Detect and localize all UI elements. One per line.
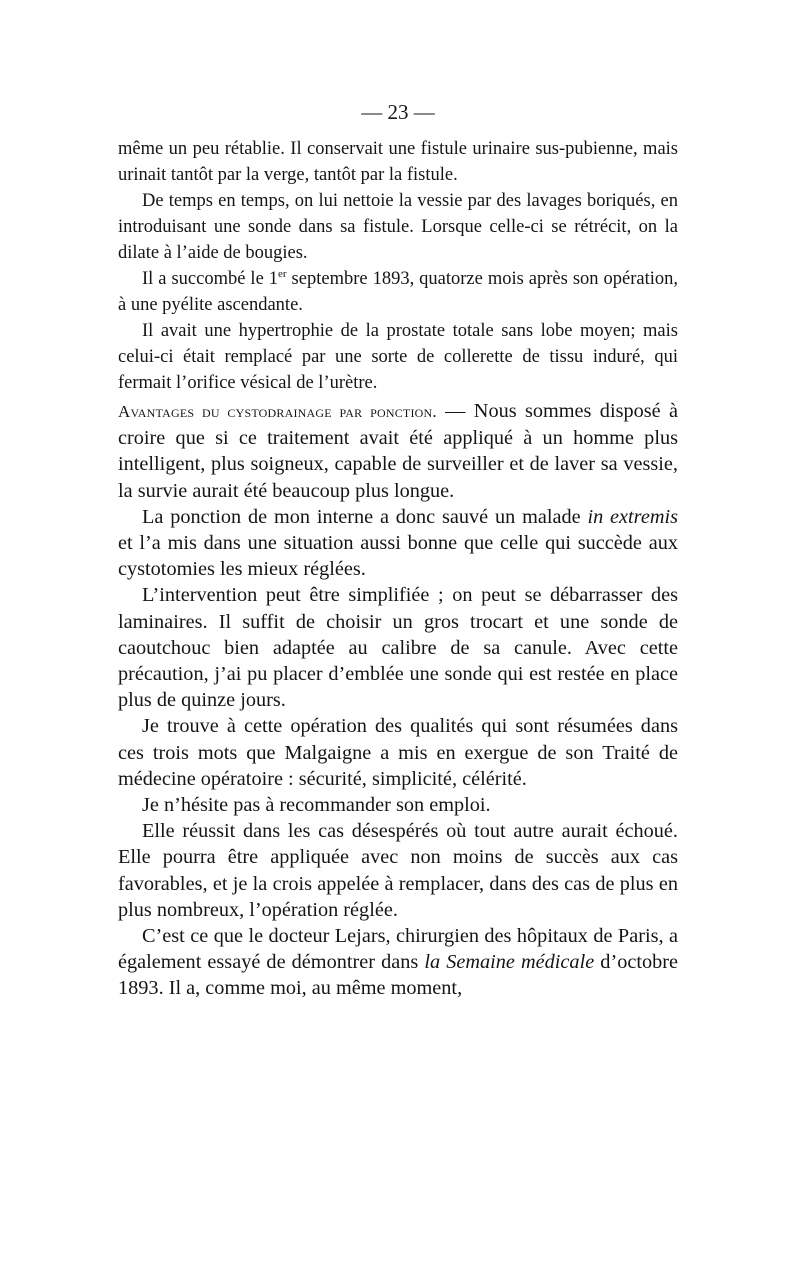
paragraph: Elle réussit dans les cas désespérés où tout autre aurait échoué. Elle pourra être appliquée avec non moins de succès aux cas favorables, et je la crois appelée à remplacer, dans des cas de plus en plus nombreux, l’opération réglée. xyxy=(118,820,678,921)
text-block-discussion xyxy=(118,398,678,1002)
paragraph: L’intervention peut être simplifiée ; on peut se débarrasser des laminaires. Il suffit de choisir un gros trocart et une sonde de caoutchouc bien adaptée au calibre de sa canule. Avec cette précaution, j’ai pu placer d’emblée une sonde qui est restée en place plus de quinze jours. xyxy=(118,584,678,712)
paragraph xyxy=(118,923,678,1002)
text-run: La ponction de mon interne a donc sauvé un malade xyxy=(142,505,588,528)
page-number: — 23 — xyxy=(361,100,435,124)
paragraph: Il avait une hypertrophie de la prostate totale sans lobe moyen; mais celui-ci était remplacé par une sorte de collerette de tissu induré, qui fermait l’orifice vésical de l’urètre. xyxy=(118,321,678,393)
text-run: — Nous sommes disposé à croire que si ce traitement avait été appliqué à un homme plus intelligent, plus soigneux, capable de surveiller et de laver sa vessie, la survie aurait été beaucoup plus longue. xyxy=(118,400,678,502)
paragraph xyxy=(118,266,678,318)
paragraph: Je trouve à cette opération des qualités qui sont résumées dans ces trois mots que Malgaigne a mis en exergue de son Traité de médecine opératoire : sécurité, simplicité, célérité. xyxy=(118,715,678,790)
text-run: et l’a mis dans une situation aussi bonne que celle qui succède aux cystotomies les mieux réglées. xyxy=(118,532,678,581)
section-heading: Avantages du cystodrainage par ponction. xyxy=(118,402,437,421)
paragraph xyxy=(118,398,678,504)
paragraph: De temps en temps, on lui nettoie la vessie par des lavages boriqués, en introduisant une sonde dans sa fistule. Lorsque celle-ci se rétrécit, on la dilate à l’aide de bougies. xyxy=(118,191,678,263)
superscript: er xyxy=(278,267,287,280)
paragraph xyxy=(118,504,678,583)
italic-phrase: in extremis xyxy=(587,505,678,528)
text-run: Il a succombé le 1 xyxy=(142,269,279,289)
text-run: C’est ce que le docteur Lejars, chirurgien des hôpitaux de Paris, a également essayé de démontrer dans xyxy=(118,925,678,974)
italic-phrase: la Semaine médicale xyxy=(424,951,595,974)
text-block-case-report xyxy=(118,136,678,396)
text-run: septembre 1893, quatorze mois après son opération, à une pyélite ascendante. xyxy=(118,269,678,315)
paragraph: même un peu rétablie. Il conservait une fistule urinaire sus-pubienne, mais urinait tantôt par la verge, tantôt par la fistule. xyxy=(118,139,678,185)
text-run: d’octobre 1893. Il a, comme moi, au même moment, xyxy=(118,951,679,1000)
paragraph: Je n’hésite pas à recommander son emploi. xyxy=(142,794,491,817)
